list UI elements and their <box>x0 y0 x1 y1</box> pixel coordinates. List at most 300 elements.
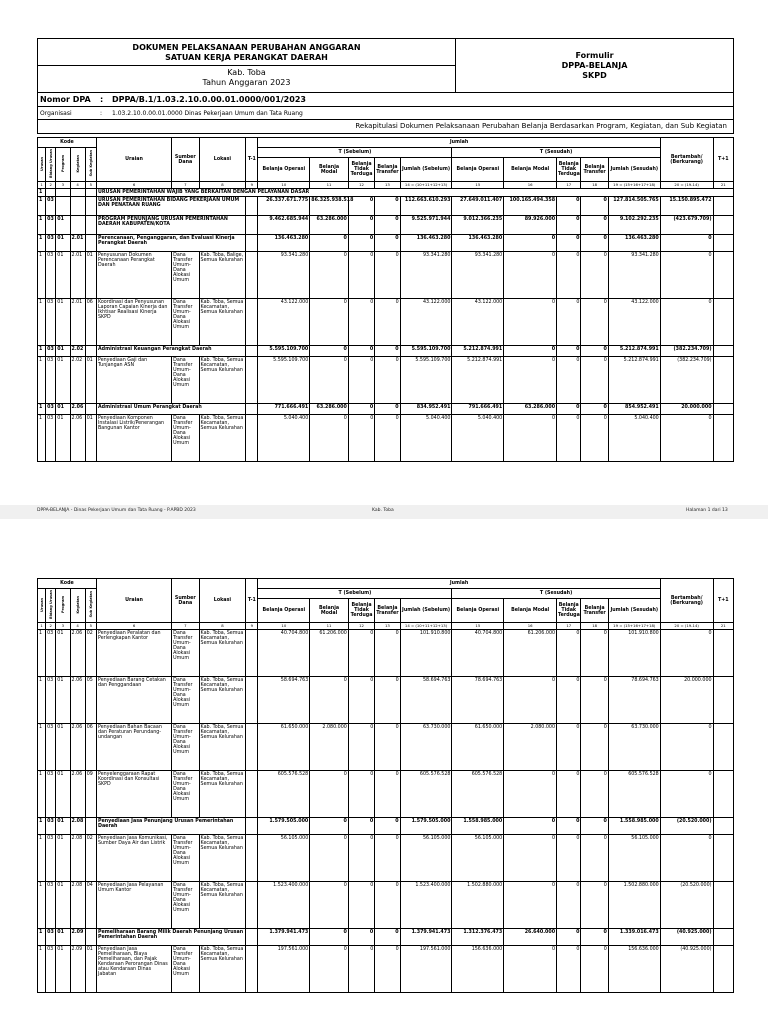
kode-cell: 01 <box>85 357 96 404</box>
t-minus-1-cell <box>246 252 258 299</box>
value-cell: 0 <box>581 216 608 235</box>
footer-page-number: Halaman 1 dari 13 <box>686 508 728 513</box>
column-index-16: 16 <box>504 623 557 630</box>
sumber-dana-cell: Dana Transfer Umum-Dana Alokasi Umum <box>172 299 199 346</box>
column-index-4: 4 <box>70 182 85 189</box>
value-cell: 0 <box>310 818 349 835</box>
sumber-dana-cell: Dana Transfer Umum-Dana Alokasi Umum <box>172 252 199 299</box>
kode-cell: 02 <box>85 630 96 677</box>
column-index-7: 7 <box>172 182 199 189</box>
sub-bt-header-3: Belanja Transfer <box>375 599 400 623</box>
value-cell: 0 <box>310 677 349 724</box>
kode-cell: 03 <box>46 946 56 993</box>
kode-cell: 2.06 <box>70 404 85 415</box>
sub-bm-header-6: Belanja Modal <box>504 158 557 182</box>
value-cell: 63.286.000 <box>310 216 349 235</box>
value-cell <box>713 882 733 929</box>
value-cell <box>713 724 733 771</box>
table-row <box>38 677 734 724</box>
kode-cell: 01 <box>56 404 70 415</box>
kode-cell: 03 <box>46 299 56 346</box>
value-cell <box>713 818 733 835</box>
value-cell: 78.694.763 <box>608 677 660 724</box>
value-cell: 0 <box>310 835 349 882</box>
value-cell: 0 <box>375 235 400 252</box>
value-cell: 20.000.000 <box>660 404 713 415</box>
value-cell: 61.206.000 <box>310 630 349 677</box>
sub-bo-header-0: Belanja Operasi <box>258 599 310 623</box>
value-cell: 56.105.000 <box>608 835 660 882</box>
uraian-cell: URUSAN PEMERINTAHAN WAJIB YANG BERKAITAN DENGAN PELAYANAN DASAR <box>96 189 733 197</box>
lokasi-cell: Kab. Toba, Semua Kecamatan, Semua Kelurahan <box>199 630 246 677</box>
value-cell: 86.325.938.518 <box>310 197 349 216</box>
value-cell: (40.925.000) <box>660 946 713 993</box>
value-cell: 0 <box>310 299 349 346</box>
kode-k2-label: Bidang Urusan <box>48 590 53 619</box>
sumber-dana-cell: Dana Transfer Umum-Dana Alokasi Umum <box>172 771 199 818</box>
kode-cell <box>56 197 70 216</box>
kode-k3-header <box>56 589 70 623</box>
kode-cell: 1 <box>38 299 46 346</box>
value-cell: 93.341.280 <box>452 252 504 299</box>
kode-cell: 2.06 <box>70 415 85 462</box>
lokasi-cell: Kab. Toba, Semua Kecamatan, Semua Kelurahan <box>199 882 246 929</box>
kode-cell: 03 <box>46 771 56 818</box>
value-cell: 197.561.000 <box>400 946 452 993</box>
kode-cell: 1 <box>38 235 46 252</box>
uraian-cell: Penyediaan Gaji dan Tunjangan ASN <box>96 357 171 404</box>
kode-cell <box>85 404 96 415</box>
table-row <box>38 929 734 946</box>
sub-bt-header-8: Belanja Transfer <box>581 158 608 182</box>
kode-k1-header <box>38 589 46 623</box>
kode-cell <box>56 189 70 197</box>
nomor-dpa-value: DPPA/B.1/1.03.2.10.0.00.01.0000/001/2023 <box>112 95 306 104</box>
value-cell: 0 <box>557 818 581 835</box>
value-cell: 0 <box>581 630 608 677</box>
kode-cell: 1 <box>38 630 46 677</box>
t-minus-1-cell <box>246 630 258 677</box>
value-cell: 63.286.000 <box>504 404 557 415</box>
t-minus-1-cell <box>246 835 258 882</box>
value-cell: 136.463.280 <box>400 235 452 252</box>
document-title: DOKUMEN PELAKSANAAN PERUBAHAN ANGGARAN SATUAN KERJA PERANGKAT DAERAH <box>38 39 455 66</box>
kode-cell: 1 <box>38 835 46 882</box>
value-cell: 0 <box>375 818 400 835</box>
t-minus-1-cell <box>246 415 258 462</box>
value-cell: 0 <box>557 835 581 882</box>
value-cell: 0 <box>348 946 374 993</box>
kode-cell: 03 <box>46 630 56 677</box>
value-cell: 1.502.880.000 <box>608 882 660 929</box>
document-page-1 <box>0 0 768 490</box>
kode-cell: 01 <box>85 252 96 299</box>
form-label: Formulir DPPA-BELANJA SKPD <box>561 50 628 80</box>
value-cell: 93.341.280 <box>608 252 660 299</box>
sumber-dana-header: Sumber Dana <box>172 579 199 623</box>
value-cell: 0 <box>310 882 349 929</box>
value-cell <box>713 252 733 299</box>
value-cell: 0 <box>310 771 349 818</box>
kode-cell <box>85 197 96 216</box>
kode-header: Kode <box>38 579 97 589</box>
uraian-cell: Penyusunan Dokumen Perencanaan Perangkat Daerah <box>96 252 171 299</box>
table-row <box>38 835 734 882</box>
table-row <box>38 357 734 404</box>
kode-cell <box>85 929 96 946</box>
kode-cell <box>85 216 96 235</box>
kode-cell: 03 <box>46 252 56 299</box>
t-sesudah-header: T (Sesudah) <box>452 148 660 158</box>
kode-cell: 01 <box>56 882 70 929</box>
uraian-cell: Penyediaan Jasa Komunikasi, Sumber Daya Air dan Listrik <box>96 835 171 882</box>
value-cell: 43.122.000 <box>608 299 660 346</box>
kode-k3-label: Program <box>60 155 65 172</box>
sub-bo-header-5: Belanja Operasi <box>452 158 504 182</box>
value-cell: 5.595.109.700 <box>258 357 310 404</box>
lokasi-cell: Kab. Toba, Semua Kecamatan, Semua Kelurahan <box>199 415 246 462</box>
lokasi-cell: Kab. Toba, Semua Kecamatan, Semua Kelurahan <box>199 946 246 993</box>
value-cell: 0 <box>557 252 581 299</box>
rekapitulasi-title: Rekapitulasi Dokumen Pelaksanaan Perubahan Belanja Berdasarkan Program, Kegiatan, dan Sub Kegiatan <box>38 119 733 133</box>
value-cell: 0 <box>581 771 608 818</box>
value-cell: 0 <box>557 882 581 929</box>
uraian-cell: Pemeliharaan Barang Milik Daerah Penunjang Urusan Pemerintahan Daerah <box>96 929 245 946</box>
kode-cell: 2.08 <box>70 882 85 929</box>
kode-cell: 01 <box>56 630 70 677</box>
t-sesudah-header: T (Sesudah) <box>452 589 660 599</box>
column-index-20: 20 = (19-14) <box>660 182 713 189</box>
kode-cell: 2.06 <box>70 677 85 724</box>
value-cell: 1.558.985.000 <box>452 818 504 835</box>
value-cell: 0 <box>310 235 349 252</box>
kode-cell: 1 <box>38 771 46 818</box>
value-cell: 0 <box>348 404 374 415</box>
uraian-cell: PROGRAM PENUNJANG URUSAN PEMERINTAHAN DAERAH KABUPATEN/KOTA <box>96 216 245 235</box>
value-cell: 0 <box>375 357 400 404</box>
table-row <box>38 216 734 235</box>
value-cell: 63.730.000 <box>400 724 452 771</box>
value-cell: (382.234.709) <box>660 357 713 404</box>
value-cell: 0 <box>581 835 608 882</box>
value-cell: 1.523.400.000 <box>258 882 310 929</box>
kode-cell: 03 <box>46 818 56 835</box>
value-cell: 5.040.400 <box>258 415 310 462</box>
t-minus-1-cell <box>246 818 258 835</box>
value-cell: 5.040.400 <box>400 415 452 462</box>
kode-cell: 2.09 <box>70 929 85 946</box>
value-cell: 1.558.985.000 <box>608 818 660 835</box>
value-cell: 101.910.800 <box>608 630 660 677</box>
table-row <box>38 724 734 771</box>
kode-k4-header <box>70 589 85 623</box>
value-cell: 0 <box>348 216 374 235</box>
kode-cell: 01 <box>56 415 70 462</box>
kode-cell: 2.06 <box>70 630 85 677</box>
uraian-cell: URUSAN PEMERINTAHAN BIDANG PEKERJAAN UMUM DAN PENATAAN RUANG <box>96 197 245 216</box>
value-cell: 136.463.280 <box>452 235 504 252</box>
value-cell: 0 <box>348 882 374 929</box>
t-plus-1-header: T+1 <box>713 138 733 182</box>
bertambah-header: Bertambah/ (Berkurang) <box>660 138 713 182</box>
kode-cell: 03 <box>46 357 56 404</box>
value-cell: 1.312.376.473 <box>452 929 504 946</box>
kode-cell: 01 <box>56 724 70 771</box>
value-cell: 605.576.528 <box>608 771 660 818</box>
kode-header: Kode <box>38 138 97 148</box>
sub-bt-header-3: Belanja Transfer <box>375 158 400 182</box>
kode-cell: 06 <box>85 724 96 771</box>
value-cell: 0 <box>375 630 400 677</box>
table-row <box>38 946 734 993</box>
value-cell <box>713 404 733 415</box>
value-cell: 9.102.292.235 <box>608 216 660 235</box>
value-cell: 0 <box>581 197 608 216</box>
value-cell: 5.040.400 <box>608 415 660 462</box>
t-sebelum-header: T (Sebelum) <box>258 589 452 599</box>
lokasi-header: Lokasi <box>199 579 246 623</box>
column-index-2: 2 <box>46 623 56 630</box>
column-index-8: 8 <box>199 182 246 189</box>
value-cell: 0 <box>504 299 557 346</box>
value-cell: 0 <box>557 677 581 724</box>
column-index-9: 9 <box>246 623 258 630</box>
value-cell: 0 <box>504 252 557 299</box>
sub-bm-header-1: Belanja Modal <box>310 599 349 623</box>
kode-cell: 01 <box>56 346 70 357</box>
lokasi-header: Lokasi <box>199 138 246 182</box>
t-minus-1-cell <box>246 404 258 415</box>
value-cell: 61.650.000 <box>452 724 504 771</box>
value-cell <box>713 346 733 357</box>
column-index-5: 5 <box>85 623 96 630</box>
kode-cell: 02 <box>85 835 96 882</box>
value-cell: 0 <box>310 415 349 462</box>
value-cell <box>713 197 733 216</box>
kode-cell <box>85 189 96 197</box>
sumber-dana-cell: Dana Transfer Umum-Dana Alokasi Umum <box>172 357 199 404</box>
value-cell: 0 <box>557 404 581 415</box>
value-cell: 0 <box>660 724 713 771</box>
nomor-dpa-row: Nomor DPA : DPPA/B.1/1.03.2.10.0.00.01.0000/001/2023 <box>38 92 733 106</box>
uraian-cell: Penyediaan Peralatan dan Perlengkapan Kantor <box>96 630 171 677</box>
kode-cell: 03 <box>46 677 56 724</box>
value-cell: 0 <box>660 252 713 299</box>
value-cell: 0 <box>348 299 374 346</box>
kode-cell: 03 <box>46 415 56 462</box>
value-cell: 56.105.000 <box>400 835 452 882</box>
kode-k2-label: Bidang Urusan <box>48 149 53 178</box>
column-index-10: 10 <box>258 623 310 630</box>
value-cell: 1.379.941.473 <box>258 929 310 946</box>
column-index-21: 21 <box>713 623 733 630</box>
value-cell: 0 <box>375 771 400 818</box>
t-minus-1-cell <box>246 197 258 216</box>
value-cell: 5.212.874.991 <box>608 346 660 357</box>
value-cell <box>713 677 733 724</box>
value-cell: 0 <box>557 197 581 216</box>
kode-cell: 2.01 <box>70 252 85 299</box>
column-index-5: 5 <box>85 182 96 189</box>
value-cell: 56.105.000 <box>452 835 504 882</box>
sub-bo-header-5: Belanja Operasi <box>452 599 504 623</box>
value-cell: 0 <box>557 299 581 346</box>
value-cell: 1.502.880.000 <box>452 882 504 929</box>
uraian-cell: Perencanaan, Penganggaran, dan Evaluasi Kinerja Perangkat Daerah <box>96 235 245 252</box>
kode-cell: 2.06 <box>70 771 85 818</box>
value-cell: 40.704.800 <box>452 630 504 677</box>
value-cell: 61.206.000 <box>504 630 557 677</box>
lokasi-cell: Kab. Toba, Semua Kecamatan, Semua Kelurahan <box>199 357 246 404</box>
kode-k1-label: Urusan <box>39 156 44 171</box>
value-cell: 0 <box>348 346 374 357</box>
column-index-11: 11 <box>310 623 349 630</box>
value-cell: (20.520.000) <box>660 818 713 835</box>
value-cell: 0 <box>348 357 374 404</box>
value-cell: 63.286.000 <box>310 404 349 415</box>
kode-cell: 01 <box>56 835 70 882</box>
kode-k1-label: Urusan <box>39 597 44 612</box>
document-header <box>37 38 734 134</box>
jumlah-header: Jumlah <box>258 579 660 589</box>
column-index-18: 18 <box>581 182 608 189</box>
kode-cell <box>70 189 85 197</box>
column-index-14: 14 = (10+11+12+13) <box>400 623 452 630</box>
value-cell: 0 <box>581 357 608 404</box>
value-cell: 0 <box>375 216 400 235</box>
value-cell: 0 <box>310 929 349 946</box>
kode-cell: 2.08 <box>70 835 85 882</box>
value-cell: 0 <box>557 357 581 404</box>
kode-cell: 03 <box>46 724 56 771</box>
kode-cell: 06 <box>85 299 96 346</box>
value-cell: 0 <box>310 357 349 404</box>
table-row <box>38 818 734 835</box>
kode-cell <box>85 235 96 252</box>
kode-cell: 05 <box>85 677 96 724</box>
kode-cell: 01 <box>56 357 70 404</box>
value-cell: 0 <box>504 946 557 993</box>
value-cell: 20.000.000 <box>660 677 713 724</box>
value-cell: 0 <box>504 835 557 882</box>
value-cell: 9.462.685.944 <box>258 216 310 235</box>
value-cell: 0 <box>348 235 374 252</box>
value-cell: 0 <box>375 946 400 993</box>
value-cell: 0 <box>660 630 713 677</box>
value-cell: 136.463.280 <box>608 235 660 252</box>
sumber-dana-header: Sumber Dana <box>172 138 199 182</box>
t-minus-1-cell <box>246 929 258 946</box>
value-cell: 43.122.000 <box>452 299 504 346</box>
value-cell: 0 <box>375 252 400 299</box>
uraian-cell: Administrasi Keuangan Perangkat Daerah <box>96 346 245 357</box>
sumber-dana-cell: Dana Transfer Umum-Dana Alokasi Umum <box>172 835 199 882</box>
value-cell: 26.640.000 <box>504 929 557 946</box>
value-cell: 791.666.491 <box>452 404 504 415</box>
value-cell: 0 <box>557 630 581 677</box>
value-cell: 0 <box>557 724 581 771</box>
value-cell <box>713 835 733 882</box>
kode-cell: 2.01 <box>70 235 85 252</box>
value-cell: 40.704.800 <box>258 630 310 677</box>
value-cell: 0 <box>557 216 581 235</box>
kode-cell: 1 <box>38 724 46 771</box>
t-sebelum-header: T (Sebelum) <box>258 148 452 158</box>
value-cell <box>713 357 733 404</box>
sub-jsd-header-9: Jumlah (Sesudah) <box>608 599 660 623</box>
column-index-3: 3 <box>56 182 70 189</box>
value-cell: 0 <box>504 677 557 724</box>
value-cell <box>713 216 733 235</box>
sub-bm-header-6: Belanja Modal <box>504 599 557 623</box>
lokasi-cell: Kab. Toba, Balige, Semua Kelurahan <box>199 252 246 299</box>
value-cell: 0 <box>348 677 374 724</box>
value-cell: 27.649.011.407 <box>452 197 504 216</box>
kode-k1-header <box>38 148 46 182</box>
kode-cell: 1 <box>38 677 46 724</box>
kode-cell: 2.02 <box>70 346 85 357</box>
column-index-20: 20 = (19-14) <box>660 623 713 630</box>
value-cell: 1.579.505.000 <box>400 818 452 835</box>
value-cell: 5.040.400 <box>452 415 504 462</box>
value-cell: 605.576.528 <box>258 771 310 818</box>
kode-k5-label: Sub Kegiatan <box>88 591 93 618</box>
uraian-cell: Penyediaan Barang Cetakan dan Penggandaan <box>96 677 171 724</box>
kode-cell: 2.01 <box>70 299 85 346</box>
value-cell: 605.576.528 <box>452 771 504 818</box>
uraian-cell: Penyediaan Jasa Penunjang Urusan Pemerintahan Daerah <box>96 818 245 835</box>
jumlah-header: Jumlah <box>258 138 660 148</box>
value-cell: 5.595.109.700 <box>258 346 310 357</box>
value-cell <box>713 946 733 993</box>
lokasi-cell: Kab. Toba, Semua Kecamatan, Semua Kelurahan <box>199 677 246 724</box>
uraian-header: Uraian <box>96 138 171 182</box>
sumber-dana-cell: Dana Transfer Umum-Dana Alokasi Umum <box>172 946 199 993</box>
sumber-dana-cell: Dana Transfer Umum-Dana Alokasi Umum <box>172 724 199 771</box>
kode-cell: 01 <box>56 216 70 235</box>
budget-table-page-2 <box>37 578 734 993</box>
value-cell: 1.339.016.473 <box>608 929 660 946</box>
kode-cell: 03 <box>46 197 56 216</box>
value-cell: 0 <box>375 677 400 724</box>
value-cell: 0 <box>581 415 608 462</box>
value-cell: 0 <box>504 882 557 929</box>
value-cell: 1.523.400.000 <box>400 882 452 929</box>
kode-k4-header <box>70 148 85 182</box>
column-index-13: 13 <box>375 182 400 189</box>
value-cell: 0 <box>348 630 374 677</box>
value-cell: 605.576.528 <box>400 771 452 818</box>
value-cell: 0 <box>310 346 349 357</box>
lokasi-cell: Kab. Toba, Semua Kecamatan, Semua Kelurahan <box>199 771 246 818</box>
value-cell: 0 <box>348 724 374 771</box>
value-cell: 78.694.763 <box>452 677 504 724</box>
value-cell: 0 <box>348 771 374 818</box>
value-cell: 0 <box>660 771 713 818</box>
kode-cell: 01 <box>56 235 70 252</box>
sumber-dana-cell: Dana Transfer Umum-Dana Alokasi Umum <box>172 677 199 724</box>
value-cell: 0 <box>581 346 608 357</box>
value-cell <box>713 771 733 818</box>
sub-bt-header-8: Belanja Transfer <box>581 599 608 623</box>
column-index-3: 3 <box>56 623 70 630</box>
value-cell: 0 <box>375 929 400 946</box>
kode-cell: 1 <box>38 357 46 404</box>
table-row <box>38 346 734 357</box>
kode-cell: 2.09 <box>70 946 85 993</box>
column-index-1: 1 <box>38 182 46 189</box>
kode-cell: 01 <box>56 771 70 818</box>
